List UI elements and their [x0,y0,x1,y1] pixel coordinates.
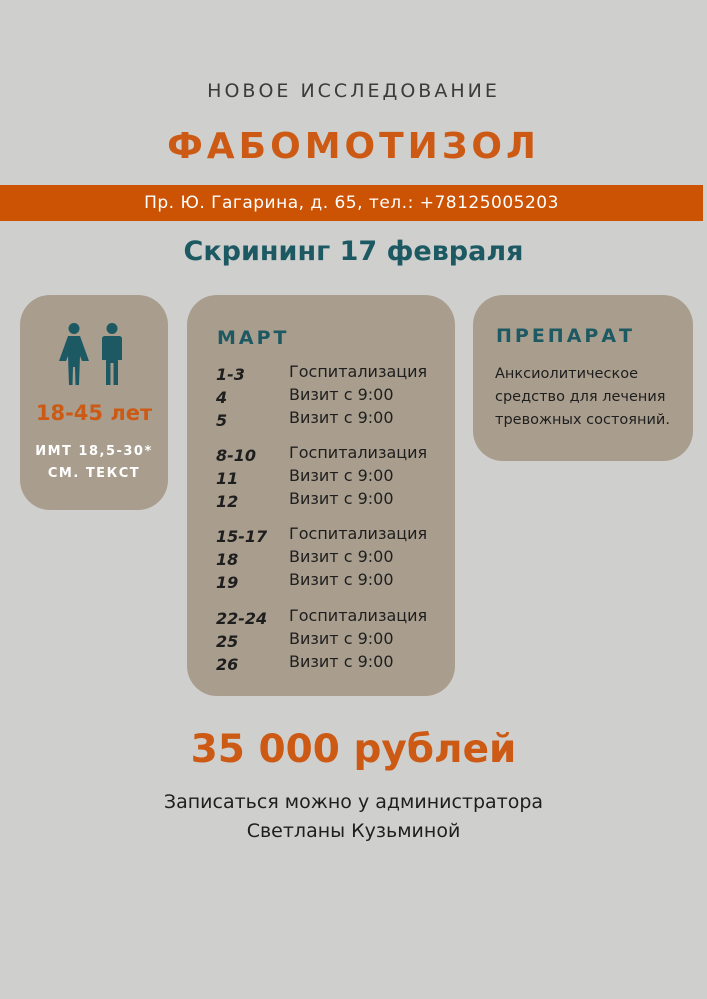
female-icon [59,323,89,385]
schedule-row [187,385,455,408]
signup-line-1: Записаться можно у администратора [163,791,544,813]
bmi-requirement [20,441,168,485]
schedule-event: Визит с 9:00 [289,489,394,508]
schedule-date: 1-3 [216,365,245,384]
bmi-line-1: ИМТ 18,5-30* [35,444,153,459]
schedule-row [187,408,455,431]
schedule-card [187,295,455,696]
schedule-row [187,362,455,385]
people-icons [56,323,132,385]
schedule-date: 22-24 [216,609,268,628]
schedule-heading: МАРТ [217,327,290,349]
schedule-row [187,570,455,593]
schedule-event: Визит с 9:00 [289,385,394,404]
schedule-event: Госпитализация [289,362,428,381]
schedule-event: Визит с 9:00 [289,547,394,566]
compensation-price: 35 000 рублей [190,727,517,772]
schedule-row [187,466,455,489]
study-kicker: НОВОЕ ИССЛЕДОВАНИЕ [207,80,500,102]
schedule-date: 4 [216,388,228,407]
schedule-row [187,443,455,466]
address-bar [0,185,703,221]
schedule-row [187,489,455,512]
schedule-event: Визит с 9:00 [289,652,394,671]
drug-description: Анксиолитическое средство для лечения тревожных состояний. [495,366,670,428]
schedule-date: 5 [216,411,228,430]
male-icon [102,323,122,385]
screening-date: Скрининг 17 февраля [183,236,524,267]
schedule-date: 8-10 [216,446,257,465]
schedule-event: Визит с 9:00 [289,466,394,485]
schedule-date: 15-17 [216,527,268,546]
schedule-date: 25 [216,632,239,651]
drug-heading: ПРЕПАРАТ [496,325,636,347]
schedule-date: 26 [216,655,239,674]
schedule-row [187,629,455,652]
schedule-row [187,547,455,570]
participants-card [20,295,168,510]
schedule-row [187,606,455,629]
schedule-row [187,524,455,547]
schedule-date: 19 [216,573,239,592]
bmi-line-2: СМ. ТЕКСТ [47,466,141,481]
schedule-event: Визит с 9:00 [289,408,394,427]
schedule-date: 18 [216,550,239,569]
signup-line-2: Светланы Кузьминой [246,820,461,842]
schedule-event: Госпитализация [289,443,428,462]
schedule-event: Госпитализация [289,524,428,543]
signup-info [0,788,707,846]
schedule-event: Госпитализация [289,606,428,625]
schedule-event: Визит с 9:00 [289,629,394,648]
drug-card [473,295,693,461]
schedule-event: Визит с 9:00 [289,570,394,589]
address-text: Пр. Ю. Гагарина, д. 65, тел.: +78125005203 [144,193,559,213]
schedule-date: 11 [216,469,239,488]
drug-name-title: ФАБОМОТИЗОЛ [167,126,540,167]
schedule-date: 12 [216,492,239,511]
schedule-row [187,652,455,675]
age-range: 18-45 лет [35,401,153,425]
